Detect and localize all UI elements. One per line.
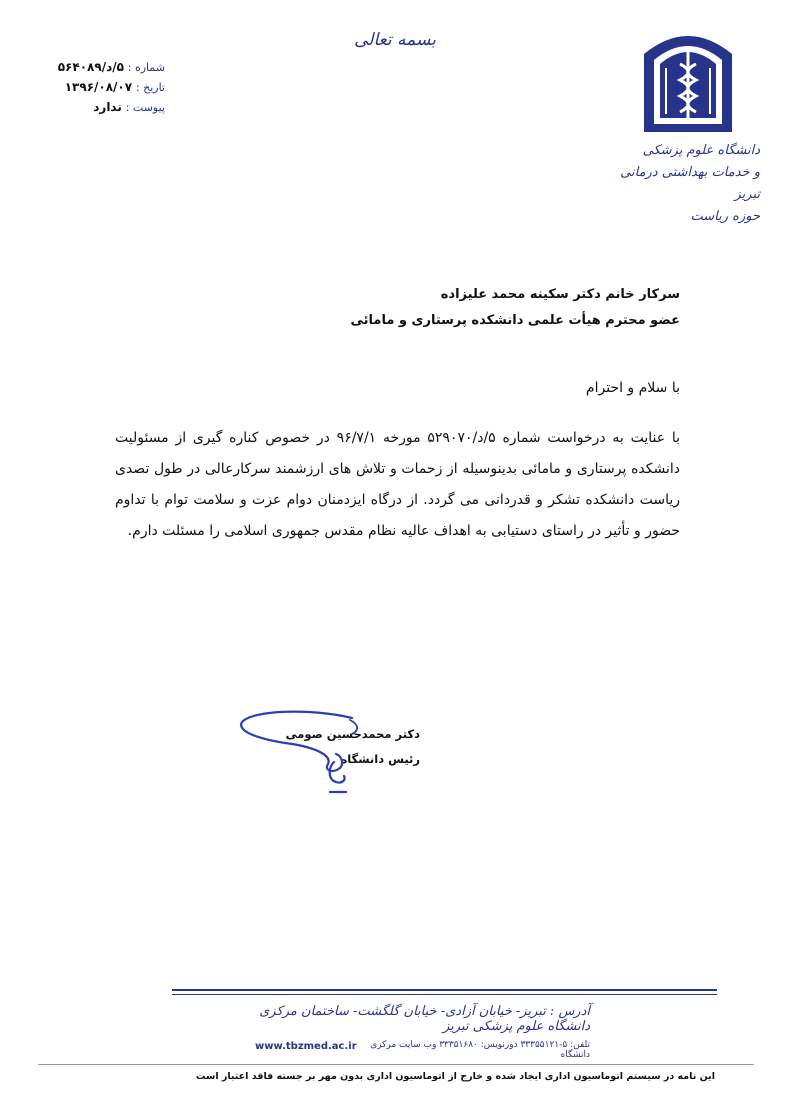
footer-website-link[interactable]: www.tbzmed.ac.ir: [255, 1041, 357, 1052]
footer-rule: [172, 994, 717, 995]
letter-date-value: ۱۳۹۶/۰۸/۰۷: [64, 80, 133, 94]
signer-title: رئیس دانشگاه: [340, 752, 420, 766]
university-name-line: دانشگاه علوم پزشکی: [642, 143, 760, 158]
recipient-name: سرکار خانم دکتر سکینه محمد علیزاده: [440, 287, 680, 302]
university-name-line: حوزه ریاست: [690, 209, 760, 224]
letter-number: [40, 60, 165, 74]
footer-rule: [172, 989, 717, 991]
letter-number-label: شماره :: [127, 61, 165, 74]
letter-date: [40, 80, 165, 94]
letter-attachment: [40, 100, 165, 114]
university-name-line: و خدمات بهداشتی درمانی تبریز: [620, 165, 760, 202]
greeting: با سلام و احترام: [585, 380, 680, 396]
bismillah-heading: بسمه تعالی: [354, 30, 436, 50]
letter-date-label: تاریخ :: [135, 81, 165, 94]
university-logo-icon: [640, 24, 736, 136]
letter-body: با عنایت به درخواست شماره ۵/د/۵۲۹۰۷۰ مورخه ۹۶/۷/۱ در خصوص کناره گیری از مسئولیت دانشکده پرستاری و مامائی بدینوسیله از زحمات و تلاش های ارزشمند سرکارعالی در طول تصدی ریاست دانشکده تشکر و قدردانی می گردد. از درگاه ایزدمنان دوام عزت و سلامت توام با تداوم حضور و تأثیر در راستای دستیابی به اهداف عالیه نظام مقدس جمهوری اسلامی را مسئلت دارم.: [115, 430, 680, 539]
signer-name: دکتر محمدحسین صومی: [285, 727, 420, 741]
footer-phone: تلفن: ۵-۳۳۳۵۵۱۲۱ دورنویس: ۳۳۳۵۱۶۸۰ وب سایت مرکزی دانشگاه: [370, 1040, 590, 1060]
letter-number-value: ۵/د/۵۶۴۰۸۹: [57, 60, 124, 74]
letter-attachment-label: پیوست :: [125, 101, 165, 114]
footer-address: آدرس : تبریز- خیابان آزادی- خیابان گلگشت- ساختمان مرکزی دانشگاه علوم پزشکی تبریز: [259, 1004, 590, 1034]
footer-disclaimer: این نامه در سیستم اتوماسیون اداری ایجاد شده و خارج از اتوماسیون اداری بدون مهر بر جسته فاقد اعتبار است: [195, 1071, 715, 1082]
handwritten-signature: [232, 706, 382, 806]
recipient-title: عضو محترم هیأت علمی دانشکده پرستاری و مامائی: [350, 313, 680, 328]
university-name: [600, 140, 760, 228]
letter-attachment-value: ندارد: [93, 100, 122, 114]
